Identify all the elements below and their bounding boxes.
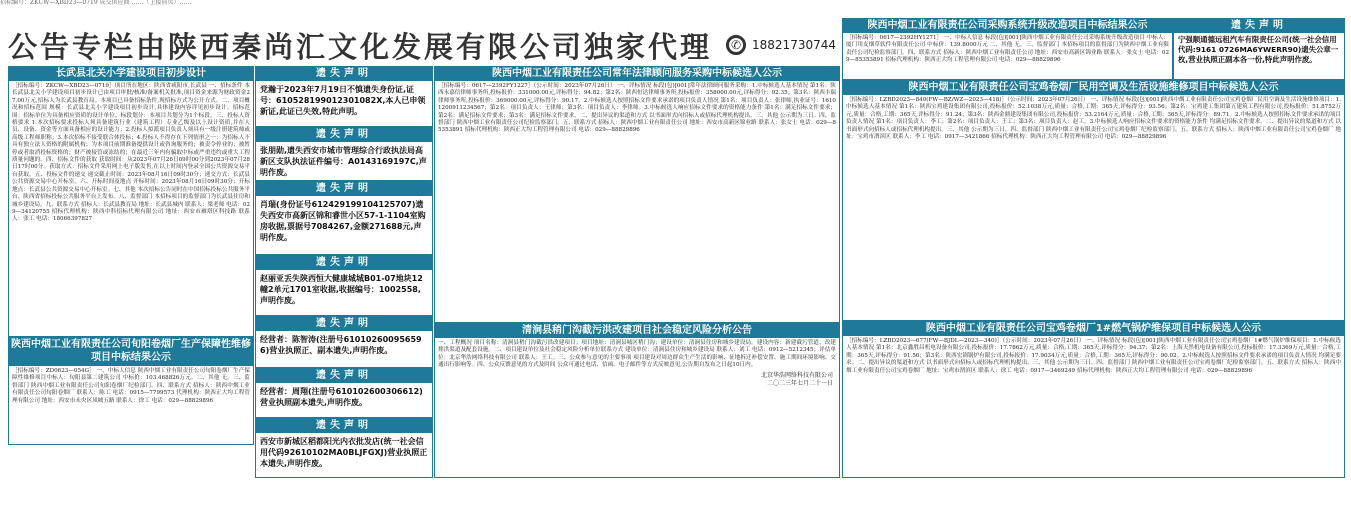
lost-notice-ningqiang <box>1173 18 1345 80</box>
lost-notice-2 <box>255 127 433 181</box>
notice-legal-counsel <box>434 66 840 323</box>
notice-signature: 北京华浩网络科技有限公司 <box>760 371 833 379</box>
lost-notice-3 <box>255 181 433 255</box>
lost-body: 经营者：周翔(注册号610102600306612)营业执照副本遗失,声明作废。 <box>260 387 423 407</box>
lost-body: 赵丽亚丢失陕西恒大健康城城B01-07地块12幢2单元1701室收据,收据编号：1002558,声明作废。 <box>260 274 423 305</box>
notice-body: ［招标编号：0617—2392HY1271］ 一、中标人信息 标段(包)[001]陕西中烟工业有限责任公司采购系统升级改造项目 中标人：厦门用友烟草软件有限责任公司 中标价：139.8000万元 二、其他 无。三、监督部门 本招标项目的监督部门为陕西中烟工业有限责任公司纪检监察部门。四、联系方式 招标人：陕西中烟工业有限责任公司 地址：西安市高新区锦业路 联系人：张女士 电话：029—85353891 招标代理机构：陕西正大均工程管理有限公司 电话：029—88829896 <box>846 35 1169 64</box>
lost-notice-6 <box>255 368 433 418</box>
lost-header: 遗失声明 <box>256 419 432 433</box>
lost-header: 遗失声明 <box>1174 19 1344 33</box>
lost-body: 张朋勋,遗失西安市城市管理综合行政执法局高新区支队执法证件编号：A0143169197C,声明作废。 <box>260 146 427 177</box>
lost-header: 遗失声明 <box>256 317 432 331</box>
banner-title: 公告专栏由陕西秦尚汇文化发展有限公司独家代理 <box>8 29 713 64</box>
top-strip: 招标编号：ZKCW—XBD23—0719 成交供应商 ……（上接前页）…… <box>0 0 192 6</box>
notice-qingjian-risk <box>434 323 840 478</box>
banner-phone <box>726 35 836 55</box>
notice-title: 陕西中烟工业有限责任公司宝鸡卷烟厂1#燃气锅炉维保项目中标候选人公示 <box>843 322 1344 336</box>
lost-header: 遗失声明 <box>256 369 432 383</box>
phone-number: 18821730744 <box>752 38 836 52</box>
notice-body: ［招标编号：0617—2392FY1227］（公示时间：2023年07月26日） 一、评标情况 标段(包)[001]常年法律顾问服务采购：1.中标候选人基本情况 第1名：陕西永嘉信律师事务所,投标报价：331000.00元,评标得分：94.82；第2名：陕西恒达律师事务所,投标报价：358000.00元,评标得分：92.35；第3名：陕西丰瑞律师事务所,投标报价：369000.00元,评标得分：90.17。2.中标候选人按照招标文件要求承诺的项目负责人情况 第1名：项目负责人：张律师,执业证号：16101200911234567；第2名：项目负责人：王律师；第3名：项目负责人：李律师。3.中标候选人响应招标文件要求的资格能力条件 第1名：满足招标文件要求；第2名：满足招标文件要求；第3名：满足招标文件要求。二、提出异议的渠道和方式 以书面形式向招标人或招标代理机构提出。三、其他 公示期为三日。四、监督部门 陕西中烟工业有限责任公司纪检监察部门。五、联系方式 招标人：陕西中烟工业有限责任公司 地址：西安市高新区锦业路 联系人：张女士 电话：029—85353891 招标代理机构：陕西正大均工程管理有限公司 电话：029—88829896 <box>438 83 836 134</box>
notice-date: 二〇二三年七月二十一日 <box>766 379 833 387</box>
lost-notice-5 <box>255 316 433 368</box>
lost-header: 遗失声明 <box>256 182 432 196</box>
lost-notice-1 <box>255 66 433 127</box>
lost-body: 经营者：陈智涛(注册号610102600956596)营业执照正、副本遗失,声明作废。 <box>260 335 422 355</box>
phone-icon: ✆ <box>726 35 746 55</box>
notice-body: ［招标编号：ZD0623—054G］ 一、中标人信息 陕西中烟工业有限责任公司旬阳卷烟厂生产保障性维修项目中标人：旬阳县第二建筑公司 中标价：103.468826万元。二、其他 无。三、监督部门 陕西中烟工业有限责任公司旬阳卷烟厂纪检部门。四、联系方式 招标人：陕西中烟工业有限责任公司旬阳卷烟厂 联系人：陈工 电话：0915—7799573 代理机构：陕西正大均工程管理有限公司 地址：西安市未央区凤城五路 联系人：徐工 电话：029—88829896 <box>12 368 250 404</box>
lost-header: 遗失声明 <box>256 256 432 270</box>
notice-title: 清涧县稍门沟截污洪改建项目社会稳定风险分析公告 <box>435 324 839 338</box>
lost-body: 宁强顺通德远租汽车有限责任公司(统一社会信用代码:9161 0726MA6YWERR90)遗失公章一枚,营业执照正副本各一份,特此声明作废。 <box>1178 35 1339 64</box>
notice-title: 陕西中烟工业有限责任公司采购系统升级改造项目中标结果公示 <box>843 19 1172 33</box>
notice-beiguan-school <box>8 66 254 337</box>
notice-baoji-aircon <box>842 80 1345 321</box>
notice-body: ［招标编号：LZBD2023—840(FW—BZ/WZ—2023—418)］（公示时间：2023年07月26日） 一、评标情况 标段(包)[001]陕西中烟工业有限责任公司宝鸡卷烟厂民用空调及生活设施维修项目：1.中标候选人基本情况 第1名：陕西宝鸡建设集团有限公司,投标报价：52.1038万元,质量：合格,工期：365天,评标得分：93.56；第2名：宝鸡建工集团第五建筑工程有限公司,投标报价：51.8752万元,质量：合格,工期：365天,评标得分：91.24；第3名：陕西金鼎建设集团有限公司,投标报价：53.2164万元,质量：合格,工期：365天,评标得分：89.71。2.中标候选人按照招标文件要求承诺的项目负责人情况 第1名：项目负责人：李工；第2名：项目负责人：王工；第3名：项目负责人：赵工。3.中标候选人响应招标文件要求的资格能力条件 均满足招标文件要求。二、提出异议的渠道和方式 以书面形式向招标人或招标代理机构提出。三、其他 公示期为三日。四、监督部门 陕西中烟工业有限责任公司宝鸡卷烟厂纪检监察部门。五、联系方式 招标人：陕西中烟工业有限责任公司宝鸡卷烟厂 地址：宝鸡市渭滨区 联系人：李工 电话：0917—3421866 招标代理机构：陕西正大均工程管理有限公司 电话：029—88829896 <box>846 97 1342 141</box>
banner <box>8 24 838 66</box>
notice-baoji-boiler <box>842 321 1345 478</box>
notice-procurement-system <box>842 18 1173 80</box>
notice-body: 一、工程概况 项目名称：清涧县稍门沟截污洪改建项目；项目地址：清涧县城区稍门沟；建设单位：清涧县住房和城乡建设局。建设内容：新建截污管道、改建排洪渠道及配套设施。二、项目建设单位及社会稳定风险分析单位联系方式 建设单位：清涧县住房和城乡建设局 联系人：刘工 电话：0912—5212345；评估单位：北京华浩网络科技有限公司 联系人：王工。三、公众参与意见的主要事项 项目建设对周边群众生产生活的影响、征地拆迁补偿安置、施工期间环境影响、交通出行影响等。四、公众反馈意见的方式及时间 公众可通过电话、信函、电子邮件等方式反映意见,公告期自发布之日起10日内。 <box>438 340 836 369</box>
notice-xunyang-result <box>8 337 254 445</box>
notice-title: 长武县北关小学建设项目初步设计 <box>9 67 253 81</box>
lost-notice-7 <box>255 418 433 478</box>
notice-title: 陕西中烟工业有限责任公司宝鸡卷烟厂民用空调及生活设施维修项目中标候选人公示 <box>843 81 1344 95</box>
lost-body: 党瀚于2023年7月19日不慎遗失身份证,证号：610528199012301082X,本人已申领新证,此证已失效,特此声明。 <box>260 85 426 116</box>
lost-body: 肖瑞(身份证号612429199104125707)遗失西安市高新区锦和睿世小区57-1-1104室购房收据,票据号7084267,金额271688元,声明作废。 <box>260 200 426 242</box>
notice-title: 陕西中烟工业有限责任公司常年法律顾问服务采购中标候选人公示 <box>435 67 839 81</box>
notice-body: ［招标编号：LZBD2023—677(FW—BJDL—2023—340)］（公示时间：2023年07月26日） 一、评标情况 标段(包)[001]陕西中烟工业有限责任公司宝鸡卷烟厂1#燃气锅炉维保项目：1.中标候选人基本情况 第1名：北京鑫胜昌机电设备有限公司,投标报价：17.7862万元,质量：合格,工期：365天,评标得分：94.37；第2名：上海天然机电设备有限公司,投标报价：17.3369万元,质量：合格,工期：365天,评标得分：91.56；第3名：陕西宏锅锅炉有限公司,投标报价：17.9034万元,质量：合格,工期：365天,评标得分：90.02。2.中标候选人按照招标文件要求承诺的项目负责人情况 均满足要求。二、提出异议的渠道和方式 以书面形式向招标人或招标代理机构提出。三、其他 公示期为三日。四、监督部门 陕西中烟工业有限责任公司宝鸡卷烟厂纪检监察部门。五、联系方式 招标人：陕西中烟工业有限责任公司宝鸡卷烟厂 地址：宝鸡市渭滨区 联系人：徐工 电话：0917—3469249 招标代理机构：陕西正大均工程管理有限公司 电话：029—88829896 <box>846 338 1341 374</box>
lost-notice-4 <box>255 255 433 316</box>
notice-title: 陕西中烟工业有限责任公司旬阳卷烟厂生产保障性维修项目中标结果公示 <box>9 338 253 366</box>
notice-body: ［招标编号：ZKCW—XBD23—0719］项目所在地区：陕西省咸阳市,长武县 一、招标条件 本长武县北关小学建设项目初步设计已由项目审批/核准/备案机关批准,项目资金来源为财政资金27.00万元,招标人为长武县教育局。本项目已具备招标条件,现招标方式为公开方式。二、项目概况和招标范围 规模：长武县北关小学建设项目初步设计,具体建设内容详见初步设计。招标范围：招标单位为具备相应资质的设计单位。标段划分：本项目共划分为1个标段。三、投标人资格要求 1.本次招标要求投标人须具备建筑行业（建筑工程）专业乙级及以上设计资质,并在人员、设备、资金等方面具备相应的设计能力；2.投标人拟派项目负责人须具有一级注册建筑师或高级工程师职称；3.本次招标不接受联合体投标；4.投标人不得存在下列情形之一：为招标人不具有独立法人资格的附属机构；为本项目前期准备提供设计或咨询服务的；被责令停业的；被暂停或者取消投标资格的；财产被接管或冻结的；在最近三年内有骗取中标或严重违约或重大工程质量问题的。四、招标文件的获取 获取时间：从2023年07月26日09时00分到2023年07月28日17时00分。获取方式：招标文件采用网上电子版发售,在以上时间内登录全国公共资源交易平台获取。五、投标文件的递交 递交截止时间：2023年08月16日09时30分；递交方式：长武县公共资源交易中心开标室。六、开标时间及地点 开标时间：2023年08月16日09时30分；开标地点：长武县公共资源交易中心开标室。七、其他 本次招标公告同时在中国招标投标公共服务平台、陕西省招标投标公共服务平台上发布。八、监督部门 本招标项目的监督部门为长武县住房和城乡建设局。九、联系方式 招标人：长武县教育局 地址：长武县城内 联系人：梁老师 电话：029—34120755 招标代理机构：陕西中科招标代理有限公司 地址：西安市雁塔区科技路 联系人：张工 电话：18066397827 <box>12 83 250 223</box>
lost-header: 遗失声明 <box>256 67 432 81</box>
lost-header: 遗失声明 <box>256 128 432 142</box>
lost-body: 西安市新城区稻都阳光内衣批发店(统一社会信用代码92610102MA0BLJFGXJ)营业执照正本遗失,声明作废。 <box>260 437 428 468</box>
